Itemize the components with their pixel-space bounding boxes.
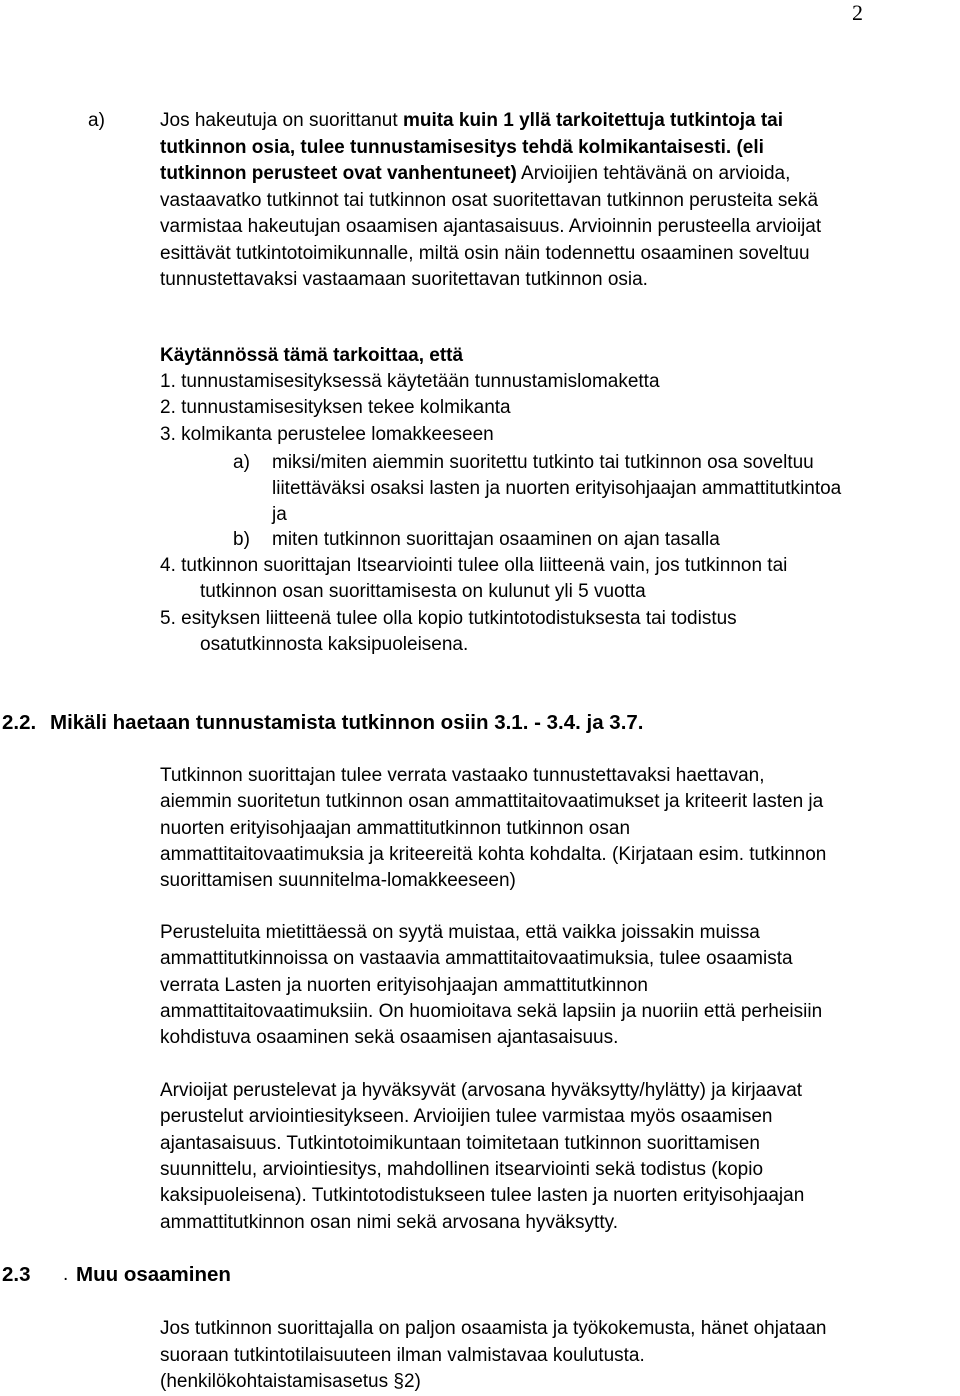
section-2-2-paragraph-1-line: aiemmin suoritetun tutkinnon osan ammattitaitovaatimukset ja kriteerit lasten ja xyxy=(160,791,824,813)
section-2-3-line: (henkilökohtaistamisasetus §2) xyxy=(160,1371,421,1392)
section-2-3-line: Jos tutkinnon suorittajalla on paljon osaamista ja työkokemusta, hänet ohjataan xyxy=(160,1318,827,1339)
practice-item-1: 1. tunnustamisesityksessä käytetään tunnustamislomaketta xyxy=(160,371,660,392)
section-a-line xyxy=(160,135,764,161)
section-a-line xyxy=(160,267,648,293)
section-a-line xyxy=(160,241,810,267)
practice-item-3: 3. kolmikanta perustelee lomakkeeseen xyxy=(160,424,494,445)
section-2-2-paragraph-3-line: Arvioijat perustelevat ja hyväksyvät (arvosana hyväksytty/hylätty) ja kirjaavat xyxy=(160,1080,803,1101)
section-2-2-paragraph-2-line: kohdistuva osaaminen sekä osaamisen ajantasaisuus. xyxy=(160,1027,619,1049)
practice-sub-a-marker: a) xyxy=(233,452,250,473)
practice-item-2: 2. tunnustamisesityksen tekee kolmikanta xyxy=(160,397,511,418)
practice-sub-b-line: miten tutkinnon suorittajan osaaminen on ajan tasalla xyxy=(272,529,720,550)
section-2-3-dot: . xyxy=(63,1264,69,1285)
section-2-2-paragraph-2-line: ammattitaitovaatimuksiin. On huomioitava sekä lapsiin ja nuoriin että perheisiin xyxy=(160,1000,823,1022)
section-a-line-segment: varmistaa hakeutujan osaamisen ajantasaisuus. Arvioinnin perusteella arvioijat xyxy=(160,216,822,237)
section-2-3-title: Muu osaaminen xyxy=(76,1263,231,1286)
section-2-2-title: Mikäli haetaan tunnustamista tutkinnon osiin 3.1. - 3.4. ja 3.7. xyxy=(50,711,644,734)
section-a-line-segment: Arvioijien tehtävänä on arvioida, xyxy=(516,163,791,184)
page-number: 2 xyxy=(852,0,863,25)
section-2-2-paragraph-3-line: ammattitutkinnon osan nimi sekä arvosana hyväksytty. xyxy=(160,1211,618,1233)
practice-item-5-line: osatutkinnosta kaksipuoleisena. xyxy=(200,634,469,655)
section-2-2-paragraph-2-line: verrata Lasten ja nuorten erityisohjaajan ammattitutkinnon xyxy=(160,974,648,996)
practice-heading: Käytännössä tämä tarkoittaa, että xyxy=(160,345,464,366)
section-2-2-paragraph-2-line: ammattitutkinnoissa on vastaavia ammattitaitovaatimuksia, tulee osaamista xyxy=(160,948,793,970)
section-2-2-paragraph-3-line: suunnittelu, arviointiesitys, mahdollinen itsearviointi sekä todistus (kopio xyxy=(160,1158,764,1180)
section-a-line xyxy=(160,108,783,134)
section-2-2-paragraph-3-line: perustelut arviointiesitykseen. Arvioijien tulee varmistaa myös osaamisen xyxy=(160,1106,773,1128)
practice-item-4-line: 4. tutkinnon suorittajan Itsearviointi tulee olla liitteenä vain, jos tutkinnon tai xyxy=(160,555,788,576)
section-2-2-paragraph-2-line: Perusteluita mietittäessä on syytä muistaa, että vaikka joissakin muissa xyxy=(160,922,760,943)
section-2-3-number: 2.3 xyxy=(2,1263,31,1286)
section-a-line-segment: vastaavatko tutkinnot tai tutkinnon osat suoritettavan tutkinnon perusteita sekä xyxy=(160,189,819,211)
practice-sub-b-marker: b) xyxy=(233,529,250,550)
section-a-line-segment: Jos hakeutuja on suorittanut xyxy=(160,110,403,131)
section-a-line-segment: tutkinnon perusteet ovat vanhentuneet) xyxy=(160,163,517,184)
section-a-line xyxy=(160,214,821,240)
section-2-2-number: 2.2. xyxy=(2,711,37,734)
practice-item-4-line: tutkinnon osan suorittamisesta on kulunut yli 5 vuotta xyxy=(200,581,646,602)
practice-item-5-line: 5. esityksen liitteenä tulee olla kopio tutkintotodistuksesta tai todistus xyxy=(160,608,737,629)
section-a-line-segment: tunnustettavaksi vastaamaan suoritettavan tutkinnon osia. xyxy=(160,269,648,290)
practice-sub-a-line: miksi/miten aiemmin suoritettu tutkinto tai tutkinnon osa soveltuu xyxy=(272,452,814,473)
section-2-2-paragraph-3-line: kaksipuoleisena). Tutkintotodistukseen tulee lasten ja nuorten erityisohjaajan xyxy=(160,1185,805,1207)
section-2-2-paragraph-1-line: nuorten erityisohjaajan ammattitutkinnon tutkinnon osan xyxy=(160,817,631,839)
section-2-3-line: suoraan tutkintotilaisuuteen ilman valmistavaa koulutusta. xyxy=(160,1344,645,1366)
section-a-line xyxy=(160,188,818,214)
section-a-line xyxy=(160,161,790,187)
section-2-2-paragraph-1-line: ammattitaitovaatimuksia ja kriteereitä kohta kohdalta. (Kirjataan esim. tutkinnon xyxy=(160,843,827,865)
section-2-2-paragraph-3-line: ajantasaisuus. Tutkintotoimikuntaan toimitetaan tutkinnon suorittamisen xyxy=(160,1132,760,1154)
section-2-2-paragraph-1-line: Tutkinnon suorittajan tulee verrata vastaako tunnustettavaksi haettavan, xyxy=(160,765,765,786)
practice-sub-a-line: liitettäväksi osaksi lasten ja nuorten erityisohjaajan ammattitutkintoa xyxy=(272,478,842,499)
section-a-line-segment: esittävät tutkintotoimikunnalle, miltä osin näin todennettu osaaminen soveltuu xyxy=(160,242,810,264)
section-a-line-segment: tutkinnon osia, tulee tunnustamisesitys tehdä kolmikantaisesti. (eli xyxy=(160,136,764,158)
practice-sub-a-line: ja xyxy=(272,504,287,525)
section-a-line-segment: muita kuin 1 yllä tarkoitettuja tutkintoja tai xyxy=(402,110,784,131)
section-a-marker: a) xyxy=(88,110,105,131)
section-2-2-paragraph-1-line: suorittamisen suunnitelma-lomakkeeseen) xyxy=(160,870,516,892)
